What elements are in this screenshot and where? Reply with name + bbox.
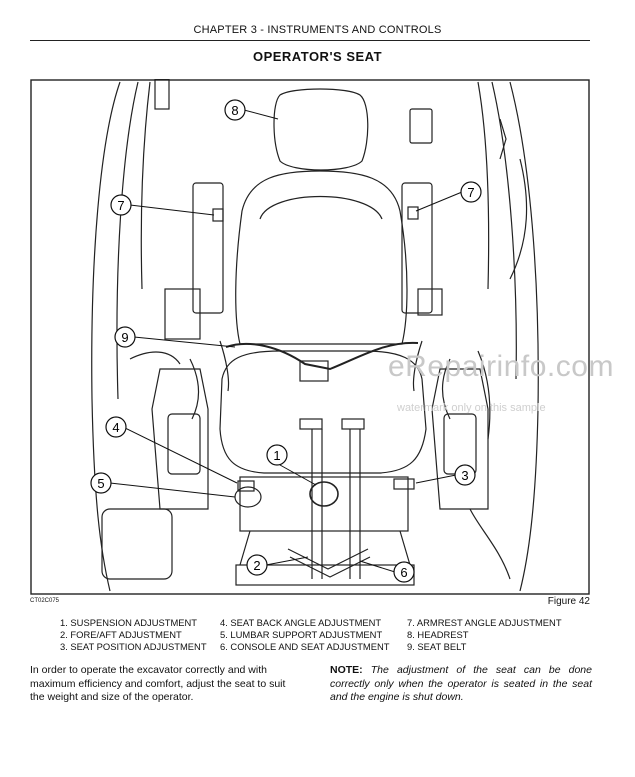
right-console bbox=[432, 369, 488, 509]
callout-3 bbox=[455, 465, 475, 485]
right-armrest-knob bbox=[408, 207, 418, 219]
left-joystick-boot bbox=[168, 414, 200, 474]
figure-code: CT02C075 bbox=[30, 598, 60, 604]
callout-7-left bbox=[111, 195, 131, 215]
svg-text:7: 7 bbox=[117, 198, 125, 213]
callout-1 bbox=[267, 445, 287, 465]
watermark-site: eRepairinfo.com bbox=[388, 350, 614, 383]
legend-item: 5. LUMBAR SUPPORT ADJUSTMENT bbox=[220, 629, 383, 640]
legend-item: 2. FORE/AFT ADJUSTMENT bbox=[60, 629, 182, 640]
legend-column-3 bbox=[407, 617, 562, 653]
callout-4 bbox=[106, 417, 126, 437]
suspension-knob bbox=[310, 482, 338, 506]
operator-seat-illustration bbox=[30, 79, 590, 595]
svg-text:7: 7 bbox=[467, 185, 475, 200]
note-label: NOTE: bbox=[330, 664, 363, 676]
legend-item: 9. SEAT BELT bbox=[407, 641, 467, 652]
legend-item: 6. CONSOLE AND SEAT ADJUSTMENT bbox=[220, 641, 390, 652]
callout-5 bbox=[91, 473, 111, 493]
legend-item: 3. SEAT POSITION ADJUSTMENT bbox=[60, 641, 207, 652]
callout-2 bbox=[247, 555, 267, 575]
svg-text:9: 9 bbox=[121, 330, 129, 345]
watermark-notice: watermark only on this sample bbox=[397, 402, 546, 414]
seat-position-lever bbox=[394, 479, 414, 489]
callout-8 bbox=[225, 100, 245, 120]
legend-item: 4. SEAT BACK ANGLE ADJUSTMENT bbox=[220, 617, 382, 628]
note-text: The adjustment of the seat can be done correctly only when the operator is seated in the seat and the engine is shut down. bbox=[330, 664, 592, 703]
right-joystick-boot bbox=[444, 414, 476, 474]
right-pillar-outer bbox=[510, 82, 538, 591]
svg-text:8: 8 bbox=[231, 103, 239, 118]
legend-item: 1. SUSPENSION ADJUSTMENT bbox=[60, 617, 198, 628]
svg-text:4: 4 bbox=[112, 420, 120, 435]
left-pillar-inner bbox=[117, 82, 138, 399]
note-paragraph bbox=[330, 664, 592, 705]
body-paragraph: In order to operate the excavator correctly and with maximum efficiency and comfort, adjust the seat to suit the weight and size of the operator. bbox=[30, 664, 286, 703]
legend-item: 7. ARMREST ANGLE ADJUSTMENT bbox=[407, 617, 562, 628]
headrest bbox=[274, 89, 368, 170]
svg-text:5: 5 bbox=[97, 476, 105, 491]
svg-text:6: 6 bbox=[400, 565, 408, 580]
svg-text:3: 3 bbox=[461, 468, 469, 483]
legend-column-1 bbox=[60, 617, 207, 653]
legend-column-2 bbox=[220, 617, 389, 653]
callout-6 bbox=[394, 562, 414, 582]
left-armrest bbox=[193, 183, 223, 313]
svg-text:1: 1 bbox=[273, 448, 281, 463]
callout-9 bbox=[115, 327, 135, 347]
header-rule bbox=[30, 40, 590, 41]
figure-number: Figure 42 bbox=[547, 596, 590, 607]
seat-base bbox=[240, 477, 408, 531]
svg-text:2: 2 bbox=[253, 558, 261, 573]
lumbar-knob bbox=[235, 487, 261, 507]
chapter-header: CHAPTER 3 - INSTRUMENTS AND CONTROLS bbox=[193, 24, 442, 36]
page-title: OPERATOR'S SEAT bbox=[252, 49, 383, 64]
left-armrest-knob bbox=[213, 209, 223, 221]
legend-item: 8. HEADREST bbox=[407, 629, 469, 640]
callout-7-right bbox=[461, 182, 481, 202]
